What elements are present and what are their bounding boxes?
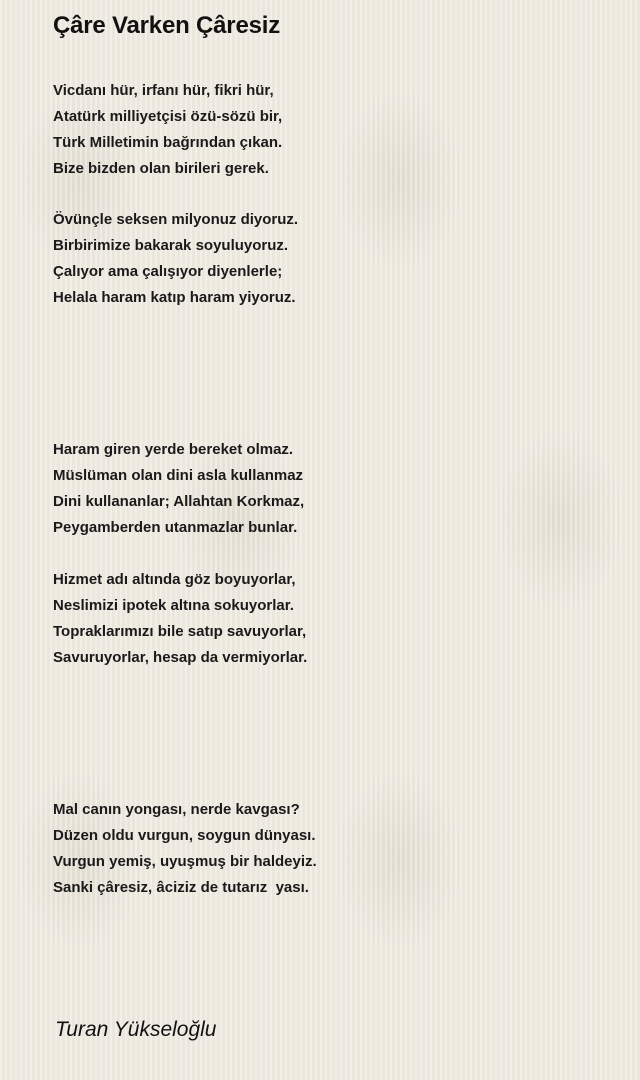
- poem-line: Düzen oldu vurgun, soygun dünyası.: [53, 827, 316, 844]
- poem-author: Turan Yükseloğlu: [55, 1018, 217, 1041]
- stanza-5: [53, 797, 317, 901]
- poem-line: Helala haram katıp haram yiyoruz.: [53, 289, 296, 306]
- poem-line: Övünçle seksen milyonuz diyoruz.: [53, 211, 299, 228]
- stanza-1: [53, 78, 282, 182]
- stanza-3: [53, 437, 304, 541]
- poem-line: Türk Milletimin bağrından çıkan.: [53, 134, 283, 151]
- poem-title: Çâre Varken Çâresiz: [53, 12, 281, 39]
- poem-line: Savuruyorlar, hesap da vermiyorlar.: [53, 649, 308, 666]
- poem-line: Sanki çâresiz, âciziz de tutarız yası.: [53, 879, 309, 896]
- poem-line: Bize bizden olan birileri gerek.: [53, 160, 269, 177]
- poem-line: Peygamberden utanmazlar bunlar.: [53, 519, 298, 536]
- poem-line: Topraklarımızı bile satıp savuyorlar,: [53, 623, 307, 640]
- poem-line: Birbirimize bakarak soyuluyoruz.: [53, 237, 289, 254]
- poem-line: Hizmet adı altında göz boyuyorlar,: [53, 571, 296, 588]
- poem-line: Dini kullananlar; Allahtan Korkmaz,: [53, 493, 305, 510]
- stanza-4: [53, 567, 307, 671]
- stanza-2: [53, 207, 298, 311]
- poem-line: Çalıyor ama çalışıyor diyenlerle;: [53, 263, 283, 280]
- poem-line: Haram giren yerde bereket olmaz.: [53, 441, 294, 458]
- poem-line: Atatürk milliyetçisi özü-sözü bir,: [53, 108, 283, 125]
- poem-line: Neslimizi ipotek altına sokuyorlar.: [53, 597, 294, 614]
- poem-line: Mal canın yongası, nerde kavgası?: [53, 801, 300, 818]
- poem-line: Müslüman olan dini asla kullanmaz: [53, 467, 304, 484]
- poem-line: Vurgun yemiş, uyuşmuş bir haldeyiz.: [53, 853, 317, 870]
- poem-line: Vicdanı hür, irfanı hür, fikri hür,: [53, 82, 274, 99]
